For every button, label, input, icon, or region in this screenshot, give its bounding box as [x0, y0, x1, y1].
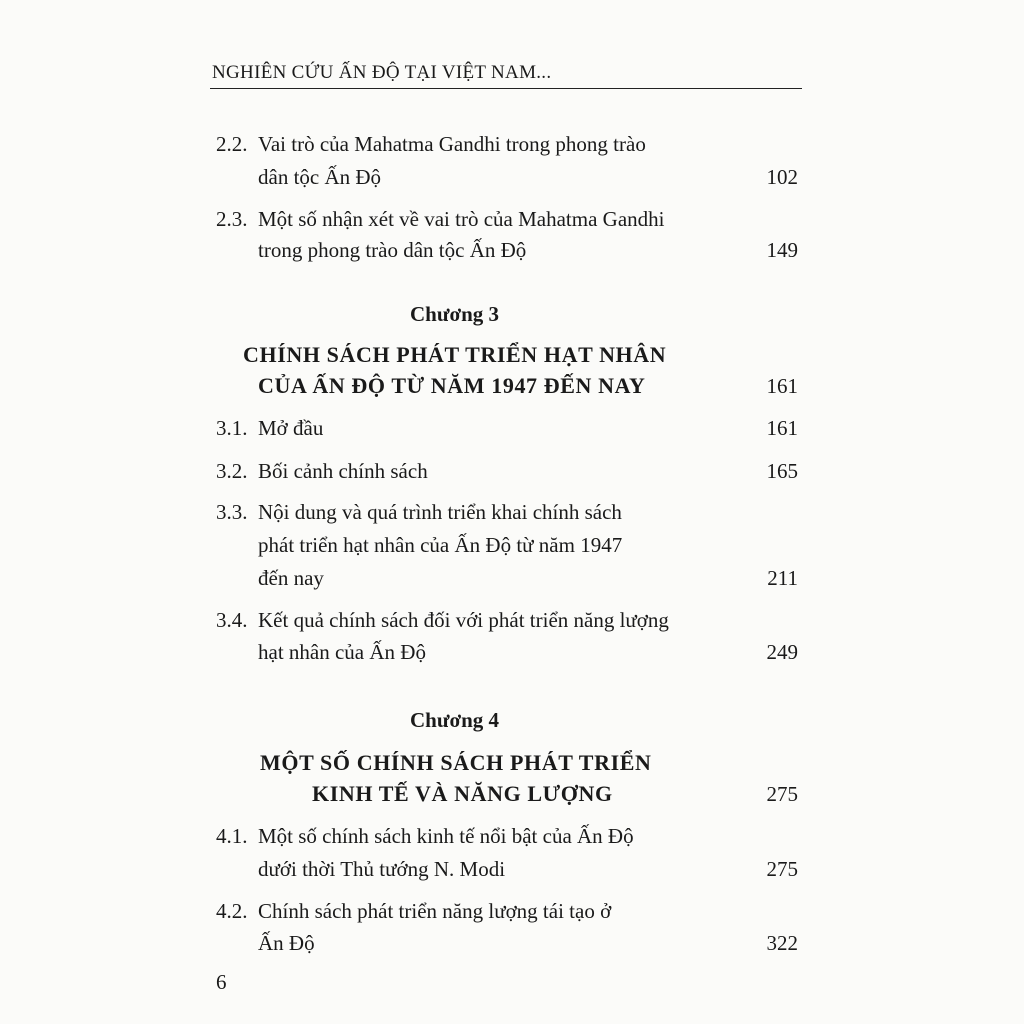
entry-text: Chính sách phát triển năng lượng tái tạo ở	[258, 899, 612, 923]
chapter-title: MỘT SỐ CHÍNH SÁCH PHÁT TRIỂN	[260, 750, 652, 775]
entry-page: 249	[766, 640, 798, 664]
entry-text: Kết quả chính sách đối với phát triển năng lượng	[258, 608, 669, 632]
entry-text: phát triển hạt nhân của Ấn Độ từ năm 1947	[258, 533, 623, 557]
running-header: NGHIÊN CỨU ẤN ĐỘ TẠI VIỆT NAM...	[212, 62, 552, 83]
page-number: 6	[216, 970, 227, 994]
entry-text: Ấn Độ	[258, 931, 315, 955]
entry-number: 3.2.	[216, 459, 248, 483]
entry-page: 149	[766, 238, 798, 262]
entry-page: 161	[766, 416, 798, 440]
chapter-page: 161	[766, 374, 798, 398]
entry-text: Mở đầu	[258, 416, 324, 440]
entry-page: 165	[766, 459, 798, 483]
entry-number: 3.3.	[216, 500, 248, 524]
entry-text: hạt nhân của Ấn Độ	[258, 640, 426, 664]
entry-number: 3.4.	[216, 608, 248, 632]
entry-text: dưới thời Thủ tướng N. Modi	[258, 857, 506, 881]
entry-text: đến nay	[258, 566, 324, 590]
entry-number: 4.1.	[216, 824, 248, 848]
chapter-title: KINH TẾ VÀ NĂNG LƯỢNG	[312, 781, 613, 806]
entry-number: 4.2.	[216, 899, 248, 923]
chapter-label: Chương 3	[410, 302, 500, 326]
entry-text: Nội dung và quá trình triển khai chính sách	[258, 500, 622, 524]
entry-text: dân tộc Ấn Độ	[258, 165, 382, 189]
entry-text: trong phong trào dân tộc Ấn Độ	[258, 238, 527, 262]
entry-page: 211	[767, 566, 798, 590]
entry-number: 2.3.	[216, 207, 248, 231]
chapter-page: 275	[766, 782, 798, 806]
entry-page: 275	[766, 857, 798, 881]
entry-number: 3.1.	[216, 416, 248, 440]
entry-text: Một số nhận xét về vai trò của Mahatma Gandhi	[258, 207, 665, 231]
entry-text: Một số chính sách kinh tế nổi bật của Ấn Độ	[258, 824, 634, 848]
chapter-label: Chương 4	[410, 708, 500, 732]
chapter-title: CHÍNH SÁCH PHÁT TRIỂN HẠT NHÂN	[243, 342, 667, 367]
entry-page: 102	[766, 165, 798, 189]
entry-text: Vai trò của Mahatma Gandhi trong phong trào	[258, 132, 646, 156]
entry-text: Bối cảnh chính sách	[258, 459, 428, 483]
entry-number: 2.2.	[216, 132, 248, 156]
header-rule	[210, 88, 802, 89]
chapter-title: CỦA ẤN ĐỘ TỪ NĂM 1947 ĐẾN NAY	[258, 373, 646, 398]
entry-page: 322	[766, 931, 798, 955]
